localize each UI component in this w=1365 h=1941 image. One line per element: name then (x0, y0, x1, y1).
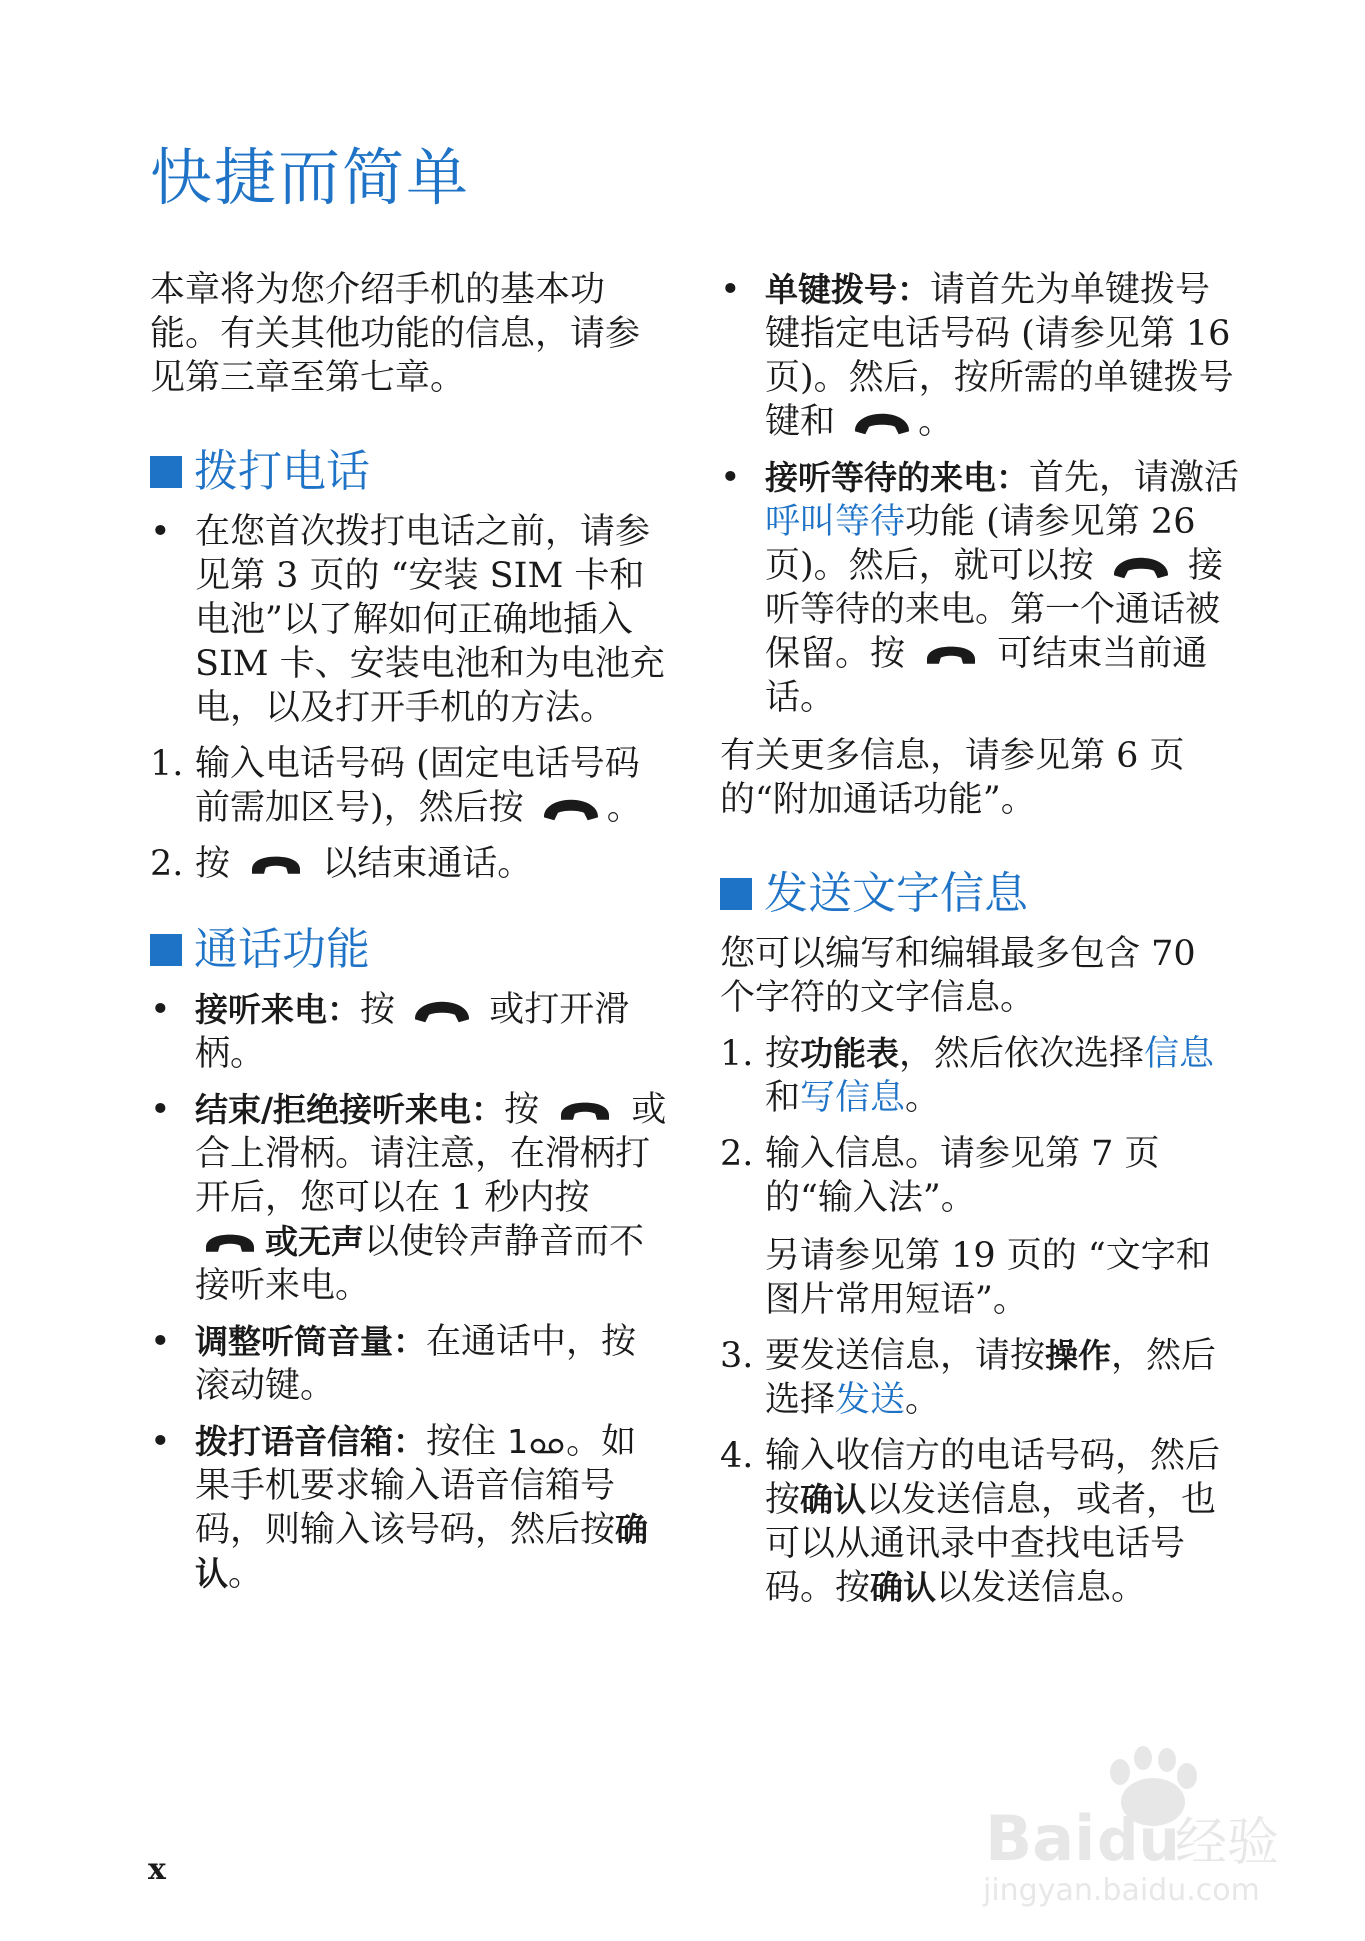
bullet-marker: • (150, 512, 171, 552)
end-key-icon (247, 854, 305, 878)
bullet-marker: • (150, 1090, 171, 1130)
step-number: 1. (720, 1034, 754, 1074)
left-column (150, 268, 670, 1596)
call-key-icon (412, 999, 472, 1025)
list-item (720, 1334, 1240, 1422)
item-label: 拨打语音信箱： (195, 1422, 426, 1461)
list-item (720, 1434, 1240, 1610)
list-item-text: 和 (765, 1078, 801, 1118)
note-paragraph: 另请参见第 19 页的 “文字和图片常用短语”。 (765, 1236, 1211, 1320)
sms-intro-paragraph: 您可以编写和编辑最多包含 70 个字符的文字信息。 (720, 934, 1196, 1018)
list-item (150, 1088, 670, 1308)
end-key-icon (201, 1232, 259, 1256)
step-number: 1. (150, 744, 184, 784)
section-heading-sms (720, 868, 1240, 919)
end-key-icon (556, 1100, 614, 1124)
more-info-paragraph: 有关更多信息，请参见第 6 页的“附加通话功能”。 (720, 736, 1185, 820)
end-key-icon (922, 644, 980, 668)
list-item-text: 按 (195, 844, 231, 884)
list-item-text: 在您首次拨打电话之前，请参见第 3 页的 “安装 SIM 卡和电池”以了解如何正确地插入 SIM 卡、安装电池和为电池充电，以及打开手机的方法。 (195, 512, 665, 728)
section-heading-text: 发送文字信息 (764, 868, 1028, 919)
soft-key-label: 确认 (195, 1510, 649, 1593)
item-label: 单键拨号： (765, 270, 930, 309)
punctuation: 。 (905, 1380, 941, 1420)
list-item (720, 1132, 1240, 1220)
list-item (720, 1032, 1240, 1120)
list-item (150, 988, 670, 1076)
list-item-text: 输入电话号码 (固定电话号码前需加区号)，然后按 (195, 744, 640, 828)
list-item-text: 以使铃声静音而不接听来电。 (195, 1222, 645, 1306)
list-item-text: 或打开滑柄。 (195, 990, 630, 1074)
item-label: 结束/拒绝接听来电： (195, 1090, 505, 1129)
svg-text:du: du (1097, 1806, 1180, 1874)
list-item-text: 输入信息。请参见第 7 页的“输入法”。 (765, 1134, 1160, 1218)
list-item (720, 268, 1240, 444)
bullet-marker: • (150, 1422, 171, 1462)
list-item-text: 可结束当前通话。 (765, 634, 1208, 718)
item-label: 接听等待的来电： (765, 458, 1029, 497)
menu-link-write-message[interactable]: 写信息 (800, 1078, 906, 1118)
section-heading-call-functions (150, 924, 670, 975)
step-number: 2. (150, 844, 184, 884)
list-item-text: 以结束通话。 (322, 844, 533, 884)
list-item (150, 842, 670, 886)
bullet-marker: • (720, 458, 741, 498)
punctuation: 。 (905, 1078, 941, 1118)
punctuation: 。 (606, 788, 642, 828)
list-item (720, 456, 1240, 720)
list-item-text: 要发送信息，请按 (765, 1336, 1046, 1376)
list-item (150, 510, 670, 730)
section-square-icon (150, 934, 182, 966)
menu-link-messages[interactable]: 信息 (1144, 1034, 1215, 1074)
menu-link-send[interactable]: 发送 (835, 1380, 906, 1420)
list-item-text: 以发送信息，或者，也可以从通讯录中查找电话号码。按 (765, 1480, 1217, 1608)
section-square-icon (150, 456, 182, 488)
voicemail-icon (530, 1434, 564, 1454)
soft-key-label: 确认 (800, 1480, 867, 1519)
list-item-text: 按 (504, 1090, 540, 1130)
key-digit: 1 (507, 1422, 529, 1461)
soft-key-label: 确认 (870, 1568, 937, 1607)
list-item-text: 功能 (请参见第 26 页)。然后，就可以按 (765, 502, 1196, 586)
soft-key-label: 功能表 (800, 1034, 900, 1073)
call-key-icon (541, 797, 601, 823)
punctuation: 。 (228, 1554, 264, 1594)
list-item-text: 按 (765, 1034, 801, 1074)
section-heading-text: 通话功能 (194, 924, 370, 975)
bullet-marker: • (150, 990, 171, 1030)
svg-text:Bai: Bai (985, 1802, 1096, 1875)
list-item-text: 按住 (426, 1422, 497, 1462)
list-item-text: 接听等待的来电。第一个通话被保留。按 (765, 546, 1223, 674)
list-item-text: 首先，请激活 (1029, 458, 1240, 498)
list-item (150, 742, 670, 830)
section-heading-text: 拨打电话 (194, 446, 370, 497)
soft-key-label: 操作 (1045, 1336, 1112, 1375)
section-square-icon (720, 878, 752, 910)
intro-paragraph: 本章将为您介绍手机的基本功能。有关其他功能的信息，请参见第三章至第七章。 (150, 270, 641, 398)
section-heading-dial (150, 446, 670, 497)
list-item-text: 或合上滑柄。请注意，在滑柄打开后，您可以在 1 秒内按 (195, 1090, 667, 1218)
step-number: 3. (720, 1336, 754, 1376)
list-item-text: 在通话中，按滚动键。 (195, 1322, 637, 1406)
list-item-text: 。如果手机要求输入语音信箱号码，则输入该号码，然后按 (195, 1422, 637, 1550)
svg-text:经验: 经验 (1175, 1813, 1280, 1873)
right-column (720, 268, 1240, 1610)
page-number: x (148, 1852, 166, 1887)
list-item-text: 按 (360, 990, 396, 1030)
item-label: 调整听筒音量： (195, 1322, 426, 1361)
bullet-marker: • (150, 1322, 171, 1362)
list-item-text: ，然后依次选择 (899, 1034, 1145, 1074)
punctuation: 。 (918, 402, 954, 442)
list-item-text: 以发送信息。 (936, 1568, 1147, 1608)
list-item (150, 1420, 670, 1596)
list-item-text: 输入收信方的电话号码，然后按 (765, 1436, 1221, 1520)
step-number: 4. (720, 1436, 754, 1476)
baidu-jingyan-watermark (975, 1740, 1295, 1910)
list-item (150, 1320, 670, 1408)
list-item-text: 请首先为单键拨号键指定电话号码 (请参见第 16 页)。然后，按所需的单键拨号键和 (765, 270, 1234, 442)
item-label: 接听来电： (195, 990, 360, 1029)
menu-link-call-waiting[interactable]: 呼叫等待 (765, 502, 906, 542)
call-key-icon (852, 411, 912, 437)
list-item-text: ，然后选择 (765, 1336, 1217, 1420)
soft-key-label: 或无声 (265, 1222, 364, 1261)
call-key-icon (1111, 555, 1171, 581)
bullet-marker: • (720, 270, 741, 310)
step-number: 2. (720, 1134, 754, 1174)
page-title: 快捷而简单 (150, 141, 471, 214)
svg-text:jingyan.baidu.com: jingyan.baidu.com (983, 1873, 1260, 1908)
